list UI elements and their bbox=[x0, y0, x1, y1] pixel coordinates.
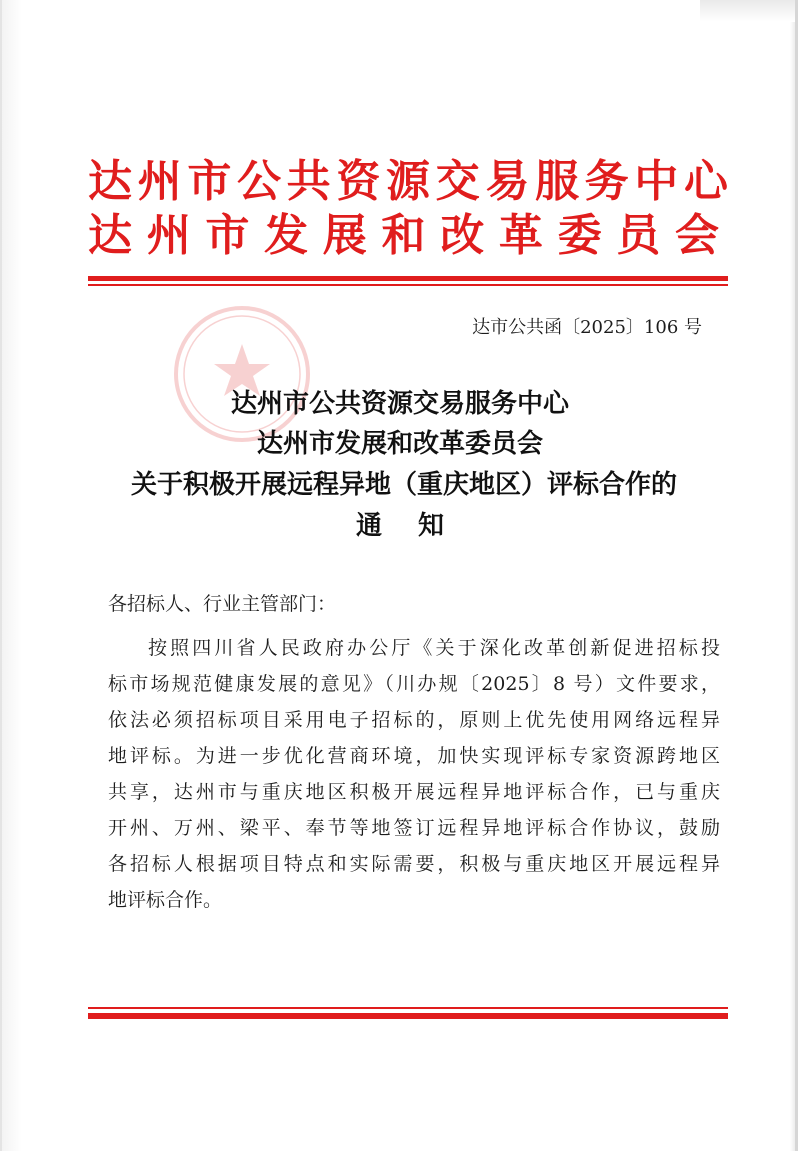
footer-red-rule-thick bbox=[88, 1013, 728, 1019]
body-line: 标市场规范健康发展的意见》（川办规〔2025〕8 号）文件要求， bbox=[108, 673, 720, 695]
issuer-header-line-1: 达州市公共资源交易服务中心 bbox=[88, 156, 728, 207]
header-red-rule-thin bbox=[88, 284, 728, 286]
body-line: 开州、万州、梁平、奉节等地签订远程异地评标合作协议，鼓励 bbox=[108, 817, 720, 839]
title-word-tong: 通 bbox=[355, 511, 382, 541]
title-line-3: 关于积极开展远程异地（重庆地区）评标合作的 bbox=[130, 470, 677, 500]
body-line: 依法必须招标项目采用电子招标的，原则上优先使用网络远程异 bbox=[108, 709, 720, 731]
title-word-zhi: 知 bbox=[418, 511, 445, 541]
title-line-2: 达州市发展和改革委员会 bbox=[256, 429, 543, 459]
title-line-1: 达州市公共资源交易服务中心 bbox=[230, 389, 569, 419]
body-paragraph bbox=[108, 630, 720, 918]
document-number: 达市公共函〔2025〕106 号 bbox=[472, 317, 702, 338]
body-line: 地评标。为进一步优化营商环境，加快实现评标专家资源跨地区 bbox=[108, 745, 720, 767]
body-line: 各招标人根据项目特点和实际需要，积极与重庆地区开展远程异 bbox=[108, 853, 720, 875]
footer-red-rule-thin bbox=[88, 1007, 728, 1009]
addressee: 各招标人、行业主管部门： bbox=[108, 593, 337, 615]
title-line-4 bbox=[80, 508, 720, 544]
body-line: 地评标合作。 bbox=[108, 889, 223, 911]
header-red-rule-thick bbox=[88, 276, 728, 281]
issuer-header-line-2: 达州市发展和改革委员会 bbox=[88, 210, 728, 261]
body-line: 按照四川省人民政府办公厅《关于深化改革创新促进招标投 bbox=[148, 637, 720, 659]
body-line: 共享，达州市与重庆地区积极开展远程异地评标合作，已与重庆 bbox=[108, 781, 720, 803]
